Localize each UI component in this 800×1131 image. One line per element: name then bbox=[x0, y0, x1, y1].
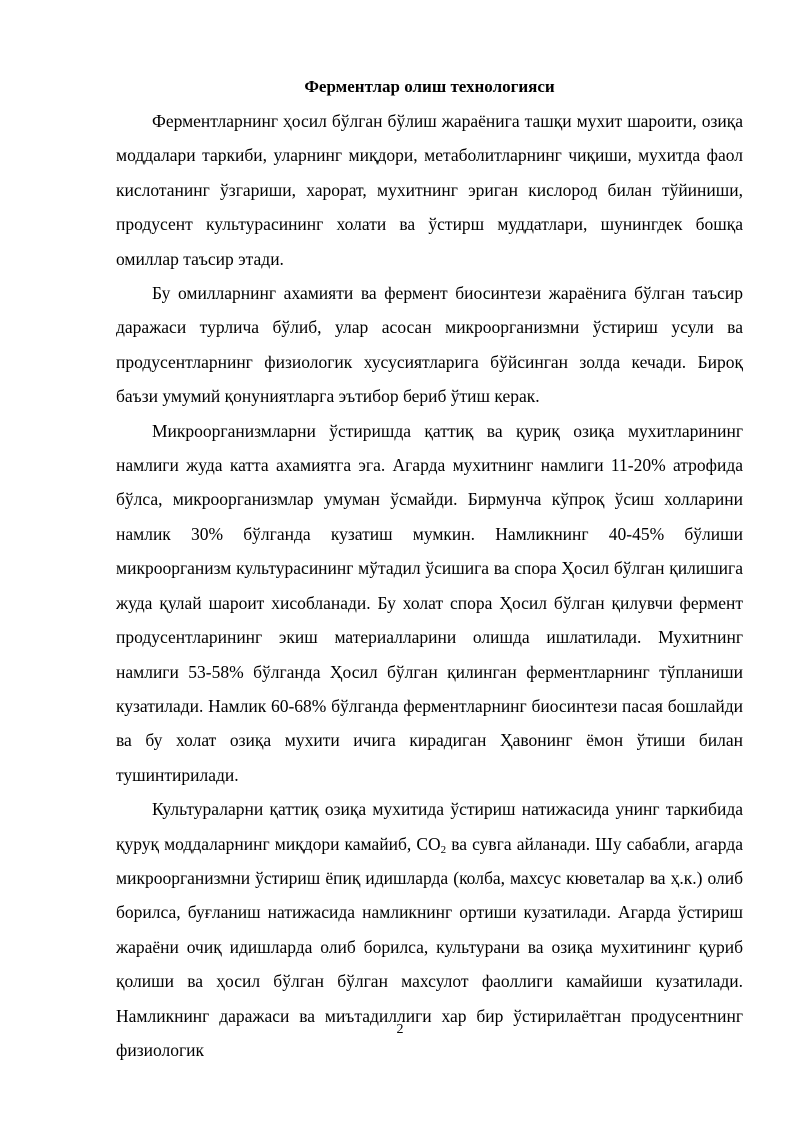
paragraph-4-text-before-subscript: Культураларни қаттиқ озиқа мухитида ўстириш натижасида унинг таркибида қуруқ моддаларнинг миқдори камайиб, CO bbox=[116, 799, 743, 854]
paragraph-1: Ферментларнинг ҳосил бўлган бўлиш жараёнига ташқи мухит шароити, озиқа моддалари таркиби, уларнинг миқдори, метаболитларнинг чиқиши, мухитда фаол кислотанинг ўзгариши, харорат, мухитнинг эриган кислород билан тўйиниши, продусент культурасининг холати ва ўстирш муддатлари, шунингдек бошқа омиллар таъсир этади. bbox=[116, 111, 743, 269]
document-title: Ферментлар олиш технологияси bbox=[304, 77, 555, 96]
paragraph-3: Микроорганизмларни ўстиришда қаттиқ ва қуриқ озиқа мухитларининг намлиги жуда катта ахамиятга эга. Агарда мухитнинг намлиги 11-20% атрофида бўлса, микроорганизмлар умуман ўсмайди. Бирмунча кўпроқ ўсиш холларини намлик 30% бўлганда кузатиш мумкин. Намликнинг 40-45% бўлиши микроорганизм культурасининг мўтадил ўсишига ва спора Ҳосил бўлган қилишига жуда қулай шароит хисобланади. Бу холат спора Ҳосил бўлган қилувчи фермент продусентларининг экиш материалларини олишда ишлатилади. Мухитнинг намлиги 53-58% бўлганда Ҳосил бўлган қилинган ферментларнинг тўпланиши кузатилади. Намлик 60-68% бўлганда ферментларнинг биосинтези пасая бошлайди ва бу холат озиқа мухити ичига кирадиган Ҳавонинг ёмон ўтиши билан тушинтирилади. bbox=[116, 420, 743, 785]
paragraph-4-text-after-subscript: ва сувга айланади. Шу сабабли, агарда микроорганизмни ўстириш ёпиқ идишларда (колба, махсус кюветалар ва ҳ.к.) олиб борилса, буғланиш натижасида намликнинг ортиши кузатилади. Агарда ўстириш жараёни очиқ идишларда олиб борилса, культурани ва озиқа мухитининг қуриб қолиши ва ҳосил бўлган бўлган махсулот фаоллиги камайиши кузатилади. Намликнинг даражаси ва миътадиллиги хар бир ўстирилаётган продусентнинг физиологик bbox=[116, 833, 744, 1060]
document-body bbox=[116, 70, 743, 1067]
paragraph-2: Бу омилларнинг ахамияти ва фермент биосинтези жараёнига бўлган таъсир даражаси турлича бўлиб, улар асосан микроорганизмни ўстириш усули ва продусентларнинг физиологик хусусиятларига бўйсинган золда кечади. Бироқ баъзи умумий қонуниятларга эътибор бериб ўтиш керак. bbox=[116, 283, 743, 407]
page-number: 2 bbox=[396, 1022, 404, 1037]
co2-subscript: 2 bbox=[440, 843, 447, 856]
